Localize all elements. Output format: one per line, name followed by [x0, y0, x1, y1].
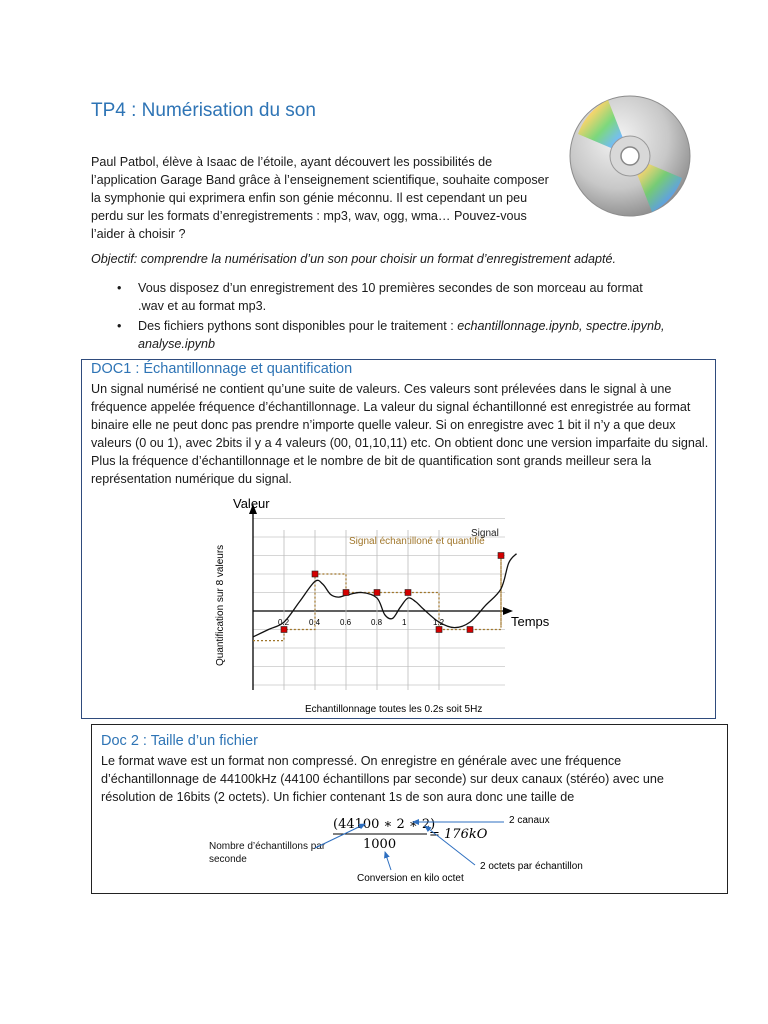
x-tick-label: 1 — [402, 618, 407, 627]
x-tick-label: 1.2 — [433, 618, 445, 627]
sample-point — [374, 590, 380, 596]
list-item: • Des fichiers pythons sont disponibles pour le traitement : echantillonnage.ipynb, spectre.ipynb, analyse.ipynb — [117, 319, 665, 351]
bullet-text: Vous disposez d’un enregistrement des 10 premières secondes de son morceau au format .wav et au format mp3. — [138, 281, 643, 313]
x-tick-label: 0.2 — [278, 618, 290, 627]
y-axis-title: Valeur — [233, 496, 270, 511]
annotation-channels: 2 canaux — [509, 815, 550, 826]
list-item: • Vous disposez d’un enregistrement des 10 premières secondes de son morceau au format .wav et au format mp3. — [117, 281, 643, 313]
annotation-bytes: 2 octets par échantillon — [480, 861, 583, 872]
doc2-title: Doc 2 : Taille d’un fichier — [101, 733, 258, 749]
page-title: TP4 : Numérisation du son — [91, 100, 316, 121]
resource-list — [110, 279, 670, 355]
doc1-text: Un signal numérisé ne contient qu’une suite de valeurs. Ces valeurs sont prélevées dans le signal à une fréquence appelée fréquence d’échantillonnage. La valeur du signal échantillonné est enregistrée au format binaire elle ne peut donc pas prendre n’importe quelle valeur. Si on enregistre avec 1 bit il n’y a que deux valeurs (0 ou 1), avec 2bits il y a 4 valeurs (00, 01,10,11) etc. On obtient donc une version imparfaite du signal. Plus la fréquence d’échantillonnage et le nombre de bit de quantification sont grands meilleur sera la représentation numérique du signal. — [91, 382, 709, 486]
sample-point — [436, 627, 442, 633]
sample-point — [312, 571, 318, 577]
chart-caption: Echantillonnage toutes les 0.2s soit 5Hz — [305, 704, 483, 715]
formula-numerator: (44100 ∗ 2 ∗ 2) — [333, 817, 436, 832]
file-size-formula — [195, 808, 615, 890]
signal-curve — [253, 554, 517, 637]
cd-disc-icon — [568, 94, 692, 218]
x-tick-label: 0.8 — [371, 618, 383, 627]
formula-denominator: 1000 — [363, 837, 397, 852]
sample-point — [467, 627, 473, 633]
x-tick-label: 0.4 — [309, 618, 321, 627]
annotation-kilo: Conversion en kilo octet — [357, 873, 464, 884]
legend-signal-label: Signal — [471, 528, 499, 539]
annotation-samples: Nombre d’échantillons par seconde — [209, 841, 326, 865]
sampling-chart — [205, 490, 565, 718]
x-tick-label: 0.6 — [340, 618, 352, 627]
python-files: echantillonnage.ipynb, spectre.ipynb, analyse.ipynb — [138, 319, 665, 351]
sample-point — [281, 627, 287, 633]
x-axis-title: Temps — [511, 614, 550, 629]
doc1-title: DOC1 : Échantillonnage et quantification — [91, 361, 353, 377]
sample-point — [405, 590, 411, 596]
bullet-text: Des fichiers pythons sont disponibles pour le traitement : — [138, 319, 458, 333]
formula-result: = 176kO — [429, 827, 488, 842]
doc2-text: Le format wave est un format non compressé. On enregistre en générale avec une fréquence d’échantillonnage de 44100kHz (44100 échantillons par seconde) sur deux canaux (stéréo) avec une résolution de 16bits (2 octets). Un fichier contenant 1s de son aura donc une taille de — [101, 754, 664, 804]
intro-paragraph: Paul Patbol, élève à Isaac de l’étoile, ayant découvert les possibilités de l’application Garage Band grâce à l’enseignement scientifique, souhaite composer la symphonie qui exprimera enfin son génie méconnu. Il est cependant un peu perdu sur les formats d’enregistrements : mp3, wav, ogg, wma… Pouvez-vous l’aider à choisir ? — [91, 155, 549, 241]
sample-point — [498, 553, 504, 559]
legend-sampled-label: Signal échantilloné et quantifié — [349, 536, 485, 547]
sample-point — [343, 590, 349, 596]
y-side-label: Quantification sur 8 valeurs — [215, 544, 226, 666]
objective-paragraph: Objectif: comprendre la numérisation d’un son pour choisir un format d’enregistrement adapté. — [91, 252, 617, 266]
arrow-kilo — [385, 852, 391, 870]
